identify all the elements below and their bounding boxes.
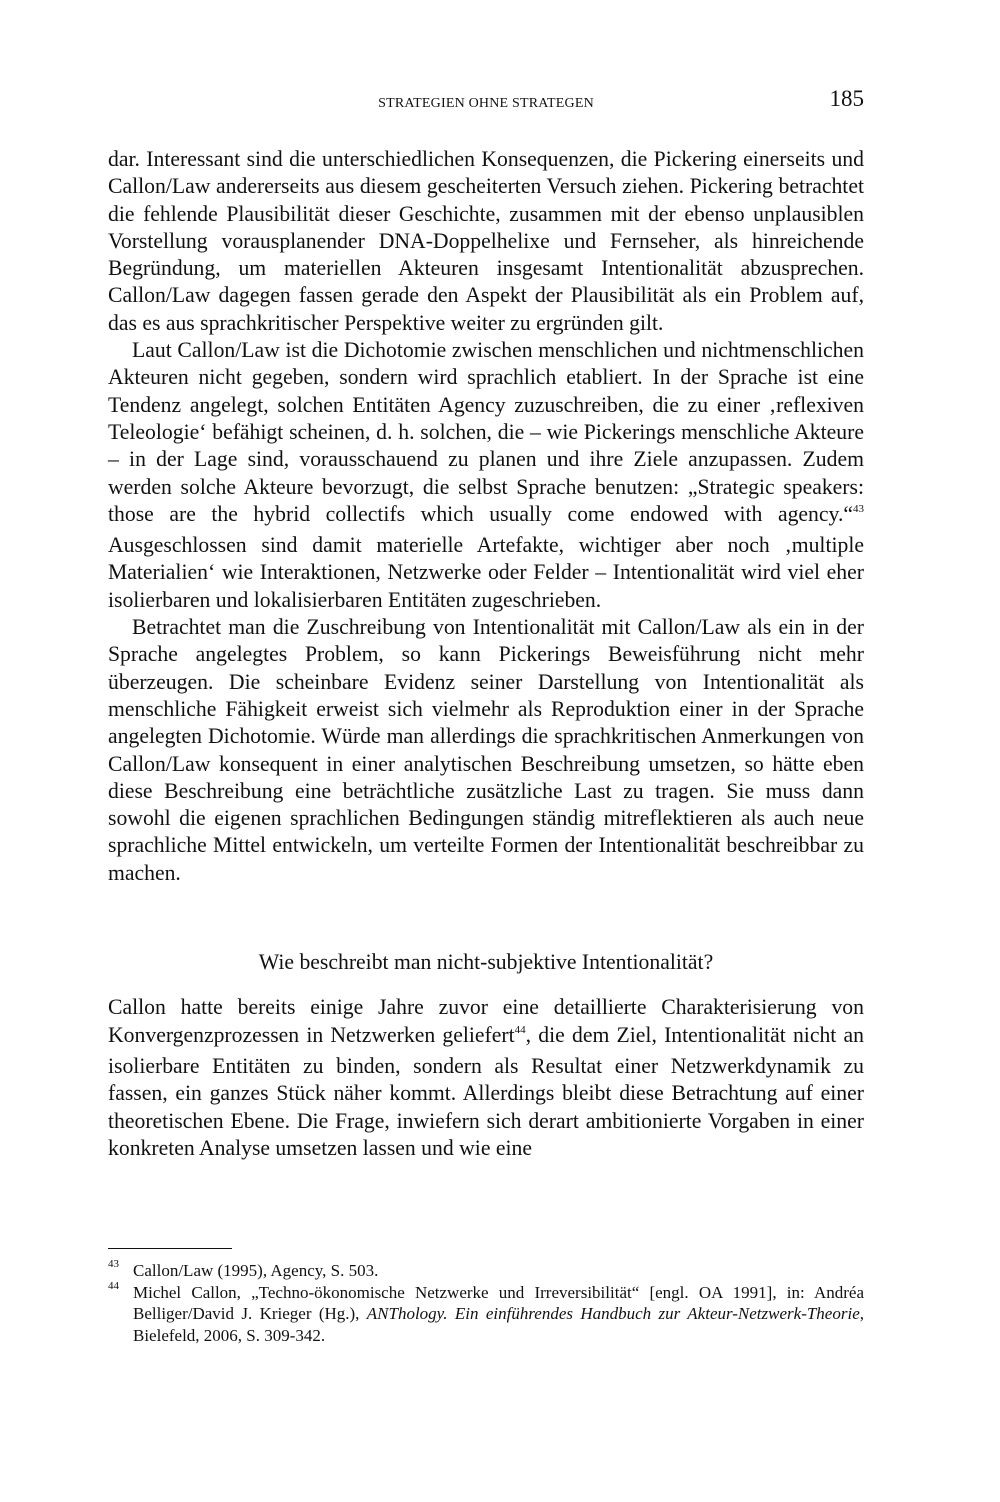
- footnote-ref-43[interactable]: 43: [853, 502, 864, 515]
- paragraph-2-text-b: Ausgeschlossen sind damit materielle Artefakte, wichtiger aber noch ‚multiple Materialien‘ wie Interaktionen, Netzwerke oder Felder – Intentionalität wird viel eher isolierbaren und lokalisierbaren Entitäten zugeschrieben.: [108, 533, 864, 612]
- footnote-number: 44: [108, 1279, 119, 1292]
- footnote-text: Callon/Law (1995), Agency, S. 503.: [133, 1261, 379, 1280]
- main-text: [108, 146, 864, 1162]
- footnote-book-title: ANThology. Ein einführendes Handbuch zur Akteur-Netzwerk-Theorie: [366, 1304, 860, 1323]
- paragraph-2-text-a: Laut Callon/Law ist die Dichotomie zwischen menschlichen und nichtmenschlichen Akteuren nicht gegeben, sondern wird sprachlich etabliert. In der Sprache ist eine Tendenz angelegt, solchen Entitäten Agency zuzuschreiben, die zu einer ‚reflexiven Teleologie‘ befähigt scheinen, d. h. solchen, die – wie Pickerings menschliche Akteure – in der Lage sind, vorausschauend zu planen und ihre Ziele anzupassen. Zudem werden solche Akteure bevorzugt, die selbst Sprache benutzen: „Strategic speakers: those are the hybrid collectifs which usually come endowed with agency.“: [108, 338, 864, 526]
- section-heading: Wie beschreibt man nicht-subjektive Intentionalität?: [258, 950, 714, 975]
- running-title: STRATEGIEN OHNE STRATEGEN: [378, 96, 594, 111]
- paragraph-3: Betrachtet man die Zuschreibung von Intentionalität mit Callon/Law als ein in der Sprache angelegtes Problem, so kann Pickerings Beweisführung nicht mehr überzeugen. Die scheinbare Evidenz seiner Darstellung von Intentionalität als menschliche Fähigkeit erweist sich vielmehr als Reproduktion einer in der Sprache angelegten Dichotomie. Würde man allerdings die sprachkritischen Anmerkungen von Callon/Law konsequent in einer analytischen Beschreibung umsetzen, so hätte eben diese Beschreibung eine beträchtliche zusätzliche Last zu tragen. Sie muss dann sowohl die eigenen sprachlichen Bedingungen ständig mitreflektieren als auch neue sprachliche Mittel entwickeln, um verteilte Formen der Intentionalität beschreibbar zu machen.: [108, 615, 864, 885]
- paragraph-4: [108, 994, 864, 1162]
- footnote-44: [108, 1279, 864, 1347]
- footnote-ref-44[interactable]: 44: [514, 1023, 526, 1036]
- page-number: 185: [829, 86, 864, 111]
- paragraph-2: [108, 337, 864, 614]
- footnote-43: [108, 1260, 864, 1282]
- footnote-number: 43: [108, 1258, 119, 1270]
- footnotes: [108, 1260, 864, 1346]
- footnote-divider: [108, 1248, 232, 1249]
- footnote-text-a: Michel Callon, „Techno-ökonomische Netzwerke und Irreversibilität“ [engl. OA 1991], in: Andréa Belliger/David J. Krieger (Hg.),: [133, 1282, 864, 1323]
- footnote-text-b: , Bielefeld, 2006, S. 309-342.: [133, 1304, 864, 1345]
- paragraph-1: dar. Interessant sind die unterschiedlichen Konsequenzen, die Pickering einerseits und Callon/Law andererseits aus diesem gescheiterten Versuch ziehen. Pickering betrachtet die fehlende Plausibilität dieser Geschichte, zusammen mit der ebenso unplausiblen Vorstellung vorausplanender DNA-Doppelhelixe und Fernseher, als hinreichende Begründung, um materiellen Akteuren insgesamt Intentionalität abzusprechen. Callon/Law dagegen fassen gerade den Aspekt der Plausibilität als ein Problem auf, das es aus sprachkritischer Perspektive weiter zu ergründen gilt.: [108, 147, 864, 335]
- paragraph-4-text-a: Callon hatte bereits einige Jahre zuvor eine detaillierte Charakterisierung von Konvergenzprozessen in Netzwerken geliefert: [108, 995, 864, 1047]
- page-header: [108, 86, 864, 120]
- paragraph-4-text-b: , die dem Ziel, Intentionalität nicht an isolierbare Entitäten zu binden, sondern als Resultat einer Netzwerkdynamik zu fassen, ein ganzes Stück näher kommt. Allerdings bleibt diese Betrachtung auf einer theoretischen Ebene. Die Frage, inwiefern sich derart ambitionierte Vorgaben in einer konkreten Analyse umsetzen lassen und wie eine: [108, 1022, 864, 1160]
